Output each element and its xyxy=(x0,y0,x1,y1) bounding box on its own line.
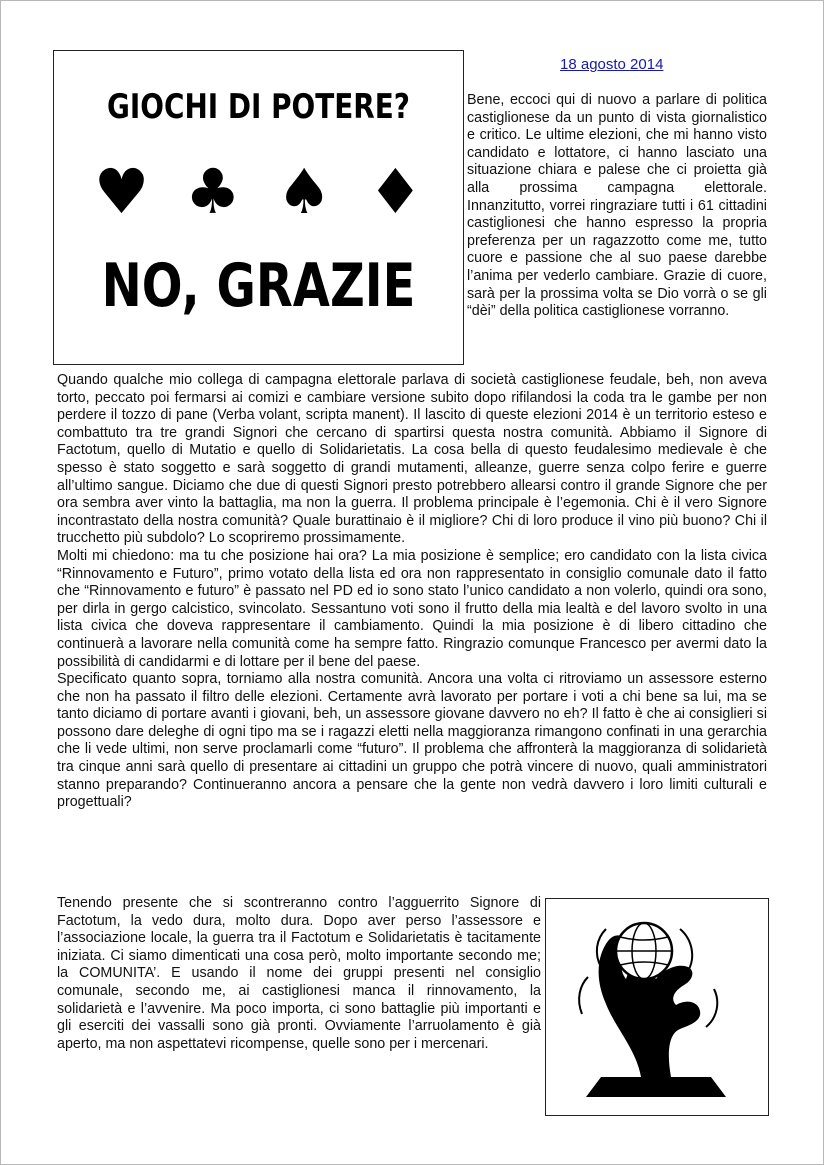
spade-icon: ♠ xyxy=(276,155,332,228)
club-icon: ♣ xyxy=(185,155,241,228)
poster-image xyxy=(53,50,464,365)
card-suits xyxy=(54,157,463,227)
paragraph: Molti mi chiedono: ma tu che posizione hai ora? La mia posizione è semplice; ero candidato con la lista civica “Rinnovamento e Futuro”, primo votato della lista ed ora non rappresentato in consiglio comunale dato il fatto che “Rinnovamento e futuro” è passato nel PD ed io sono stato l’unico candidato a non volerlo, quindi ora sono, per dirla in gergo calcistico, svincolato. Sessantuno voti sono il frutto della mia lealtà e del lavoro svolto in una lista civica che doveva rappresentare il cambiamento. Quindi la mia posizione è di libero cittadino che continuerà a lavorare nella comunità come ha sempre fatto. Ringrazio comunque Francesco per avermi dato la possibilità di candidarmi e di lottare per il bene del paese. xyxy=(57,547,767,670)
heart-icon: ♥ xyxy=(93,155,150,228)
paragraph: Specificato quanto sopra, torniamo alla nostra comunità. Ancora una volta ci ritroviamo un assessore esterno che non ha passato il filtro delle elezioni. Certamente avrà lavorato per portare i voti a chi bene sa lui, ma se tanto diciamo di portare avanti i giovani, beh, un assessore giovane davvero no eh? Il fatto è che ai consiglieri si possono dare deleghe di ogni tipo ma se i ragazzi eletti nella maggioranza rimangono confinati in una gerarchia che li vede ultimi, non serve proclamarli come “futuro”. Il problema che affronterà la maggioranza di solidarietà tra cinque anni sarà quello di presentare ai cittadini un gruppo che potrà vincere di nuovo, quali amministratori stanno preparando? Continueranno ancora a pensare che la gente non vedrà davvero i loro limiti culturali e progettuali? xyxy=(57,671,767,811)
closing-text: Tenendo presente che si scontreranno contro l’agguerrito Signore di Factotum, la vedo dura, molto dura. Dopo aver perso l’assessore e l’associazione locale, la guerra tra il Factotum e Solidarietatis è tacitamente iniziata. Ci siamo dimenticati una cosa però, molto importante secondo me; la COMUNITA’. E usando il nome dei gruppi presenti nel consiglio comunale, secondo me, ai castiglionesi manca il rinnovamento, la solidarietà e l’avvenire. Ma poco importa, ci sono battaglie più importanti e gli eserciti dei vassalli sono già pronti. Ovviamente l’arruolamento è già aperto, ma non aspettatevi ricompense, quelle sono per i mercenari. xyxy=(57,895,541,1052)
diamond-icon: ♦ xyxy=(367,155,424,228)
hand-globe-drawing xyxy=(546,899,768,1115)
article-body xyxy=(57,372,767,812)
closing-paragraph xyxy=(57,895,541,1053)
intro-paragraph xyxy=(467,92,767,321)
poster-headline: GIOCHI DI POTERE? xyxy=(107,87,410,127)
poster-slogan: NO, GRAZIE xyxy=(101,251,416,321)
intro-text: Bene, eccoci qui di nuovo a parlare di politica castiglionese da un punto di vista giornalistico e critico. Le ultime elezioni, che mi hanno visto candidato e lottatore, ci hanno lasciato una situazione chiara e palese che ci proietta già alla prossima campagna elettorale. Innanzitutto, vorrei ringraziare tutti i 61 cittadini castiglionesi che hanno espresso la propria preferenza per un ragazzotto come me, tutto cuore e passione che al suo paese darebbe l’anima per vederlo cambiare. Grazie di cuore, sarà per la prossima volta se Dio vorrà o se gli “dèi” della politica castiglionese vorranno. xyxy=(467,92,767,320)
hand-holding-globe-icon xyxy=(545,898,769,1116)
article-date[interactable]: 18 agosto 2014 xyxy=(560,56,664,73)
paragraph: Quando qualche mio collega di campagna elettorale parlava di società castiglionese feudale, beh, non aveva torto, peccato poi fermarsi ai comizi e cambiare versione subito dopo rifilandosi la coda tra le gambe per non perdere il tozzo di pane (Verba volant, scripta manent). Il lascito di queste elezioni 2014 è un territorio esteso e combattuto tra tre grandi Signori che cercano di spartirsi questa nostra comunità. Abbiamo il Signore di Factotum, quello di Mutatio e quello di Solidarietatis. La cosa bella di questo feudalesimo medievale è che spesso è stato soggetto e sarà soggetto di grandi mutamenti, alleanze, guerre senza colpo ferire e guerre all’ultimo sangue. Diciamo che due di questi Signori presto potrebbero allearsi contro il grande Signore che per ora sembra aver vinto la battaglia, ma non la guerra. Il problema principale è l’egemonia. Chi è il vero Signore incontrastato della nostra comunità? Quale burattinaio è il migliore? Chi di loro produce il vino più buono? Chi il trucchetto più subdolo? Lo scopriremo prossimamente. xyxy=(57,372,767,547)
